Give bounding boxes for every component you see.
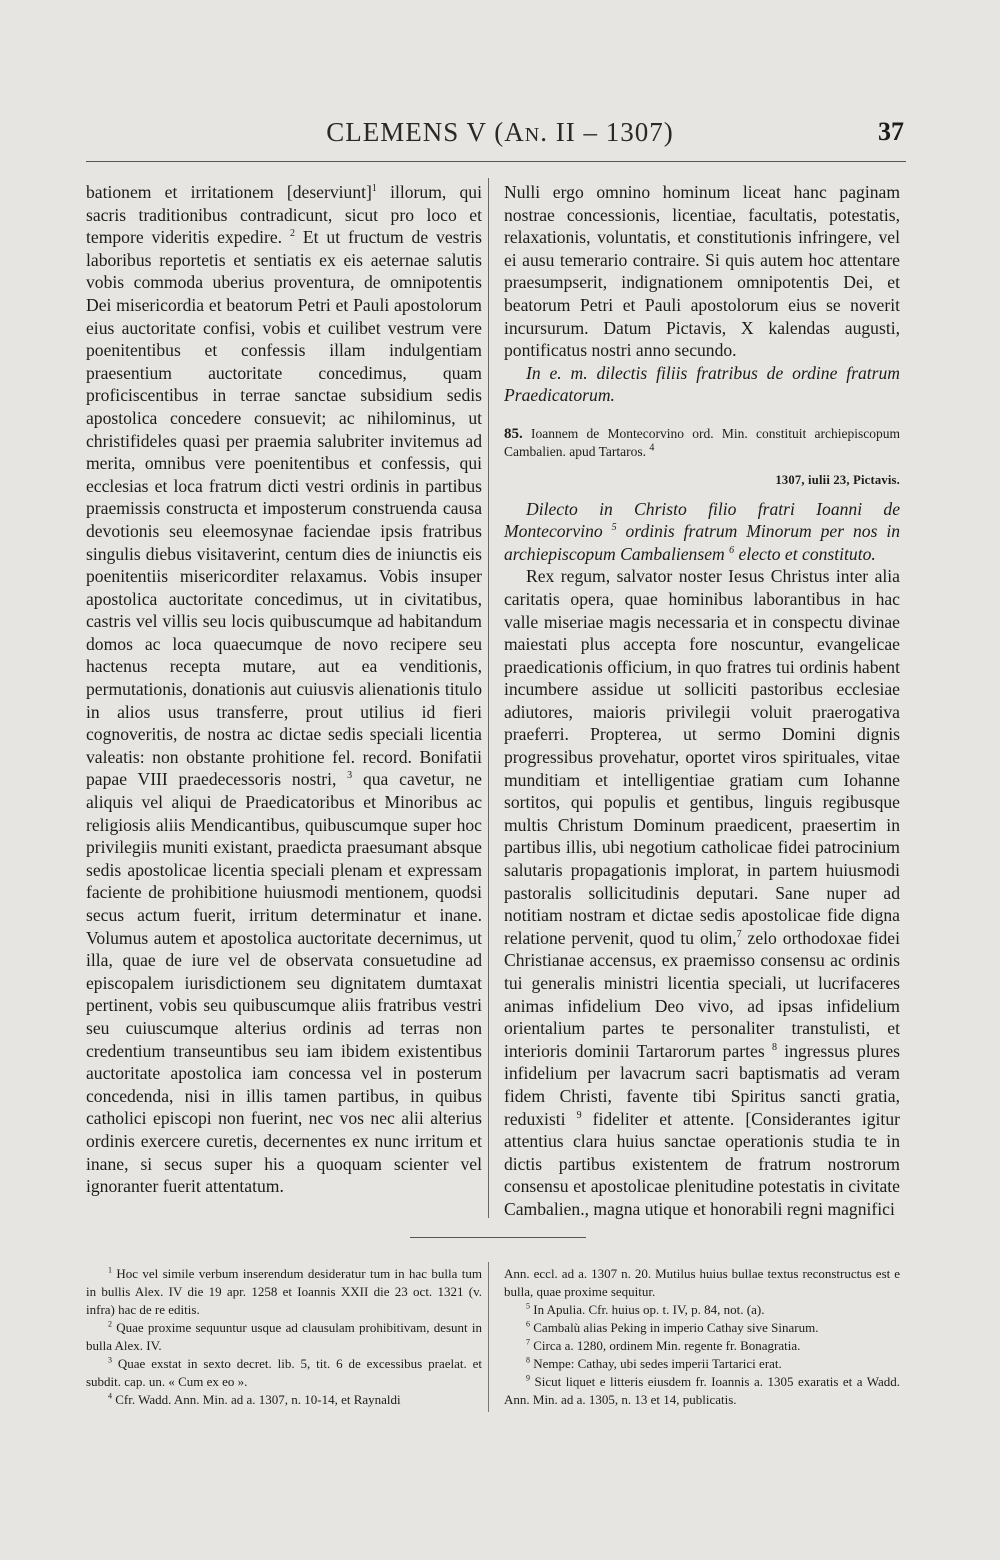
footnotes-right [504, 1265, 900, 1409]
footnote-ref: 1 [371, 183, 377, 195]
footnote: $^7$ Circa a. 1280, ordinem Min. regente fr. Bonagratia. [526, 1337, 801, 1353]
footnote: $^6$ Cambalù alias Peking in imperio Cathay sive Sinarum. [526, 1319, 819, 1335]
footnote: $^8$ Nempe: Cathay, ubi sedes imperii Tartarici erat. [526, 1355, 782, 1371]
column-divider [488, 178, 489, 1218]
right-column [504, 181, 900, 1221]
footnote-ref: 4 [649, 442, 655, 454]
header-rule [86, 161, 906, 162]
closing-paragraph: Nulli ergo omnino hominum liceat hanc paginam nostrae concessionis, licentiae, facultatis, potestatis, relaxationis, voluntatis, et constitutionis infringere, vel ei ausu temerario contraire. Si quis autem hoc attentare praesumpserit, indignationem omnipotentis Dei, et beatorum Petri et Pauli apostolorum eius se noverit incursurum. Datum Pictavis, X kalendas augusti, pontificatus nostri anno secundo. [504, 182, 900, 361]
footnote-ref: 5 [611, 522, 617, 534]
bull-body: Rex regum, salvator noster Iesus Christus inter alia caritatis opera, quae hominibus laborantibus in hac valle miseriae magis necessaria et in conspectu divinae maiestati plus accepta fore noscuntur, evangelicae praedicationis officium, in quo fratres tui ordinis habent incumbere assidue ut solliciti pastoribus ecclesiae adiutores, maioris privilegii voluit praerogativa praeferri. Propterea, ut sermo Domini dignis progressibus provehatur, oportet viros spirituales, vitae munditiam et intelligentiae gratiam cum Iohanne sortitos, qui populis et gentibus, linguis regibusque multis Christum Dominum praedicent, praesertim in partibus illis, ubi negotium catholicae fidei patrocinium salutaris propagationis implorat, in partem huiusmodi pastoralis sollicitudinis deputari. Sane nuper ad notitiam nostram et dictae sedis apostolicae fide digna relatione pervenit, quod tu olim,$^7$ zelo orthodoxae fidei Christianae accensus, ex praemisso consensu ac ordinis tui generalis ministri licentia speciali, ut lucrifaceres animas infidelium Deo vivo, ad ipsas infidelium orientalium partes te personaliter transtulisti, et interioris dominii Tartarorum partes $^8$ ingressus plures infidelium per lavacrum sacri baptismatis ad veram fidem Christi, favente tibi Spiritus sancti gratia, reduxisti $^9$ fideliter et attente. [Considerantes igitur attentius clara huius sanctae operationis studia te in dictis partibus existentem de fratrum nostrorum consensu et apostolicae plenitudine potestatis in civitate Cambalien., magna utique et honorabili regni magnifici [504, 566, 900, 1219]
footnote-ref: 9 [576, 1109, 582, 1121]
footnote: $^5$ In Apulia. Cfr. huius op. t. IV, p. 84, not. (a). [526, 1301, 765, 1317]
footnote-rule [410, 1237, 586, 1238]
footnote: $^3$ Quae exstat in sexto decret. lib. 5, tit. 6 de excessibus praelat. et subdit. cap. un. « Cum ex eo ». [86, 1355, 482, 1389]
footnote-ref: 8 [771, 1041, 777, 1053]
footnote-ref: 3 [347, 770, 353, 782]
address-line: Dilecto in Christo filio fratri Ioanni de Montecorvino $^5$ ordinis fratrum Minorum per nos in archiepiscopum Cambaliensem $^6$ electo et constituto. [504, 498, 901, 564]
footnote-continuation: Ann. eccl. ad a. 1307 n. 20. Mutilus huius bullae textus reconstructus est e bulla, quae proxime sequitur. [504, 1266, 900, 1299]
entry-number: 85. [504, 425, 523, 442]
footnote: $^4$ Cfr. Wadd. Ann. Min. ad a. 1307, n. 10-14, et Raynaldi [108, 1391, 401, 1407]
footnote-divider [488, 1262, 489, 1412]
left-column-text: bationem et irritationem [deserviunt]$^1$ illorum, qui sacris traditionibus contradicunt, sicut pro loco et tempore videritis expedire. $^2$ Et ut fructum de vestris laboribus reportetis et sentiatis ex eis aeternae salutis vobis commoda uberius proventura, de omnipotentis Dei misericordia et beatorum Petri et Pauli apostolorum eius auctoritate confisi, vobis et cuilibet vestrum vere poenitentibus et confessis illam indulgentiam praesentium auctoritate concedimus, quam proficiscentibus in terrae sanctae subsidium sedis apostolica concedere consuevit; ac nihilominus, ut christifideles quasi per praemia salubriter invitemus ad merita, omnibus vere poenitentibus et confessis, qui ecclesias et loca fratrum dicti vestri ordinis in partibus praemissis constructa et imposterum construenda causa devotionis seu eleemosynae faciendae ipsis fratribus singulis diebus visitaverint, centum dies de iniunctis eis poenitentiis misericorditer relaxamus. Vobis insuper apostolica auctoritate concedimus, ut in civitatibus, castris vel villis seu locis quibuscumque ad habitandum domos ac loca quaecumque de novo recipere seu hactenus recepta mutare, aut ea venditionis, permutationis, donationis aut cuiusvis alienationis titulo in alios usus transferre, prout utilius id fieri cognoveritis, de nostra ac dictae sedis speciali licentia valeatis: non obstante prohitione fel. record. Bonifatii papae VIII praedecessoris nostri, $^3$ qua cavetur, ne aliquis vel aliqui de Praedicatoribus et Minoribus ac religiosis aliis Mendicantibus, quibuscumque super hoc privilegiis muniti existant, praedicta praesumant absque sedis apostolicae licentia speciali plenam et expressam faciente de prohibitione huiusmodi mentionem, quodsi secus actum fuerit, irritum determinatur et inane. Volumus autem et apostolica auctoritate decernimus, ut illa, quae de iure vel de observata consuetudine ad episcopalem iurisdictionem seu dignitatem dumtaxat pertinent, vobis seu quibuscumque aliis fratribus vestri seu cuiuscumque alterius ordinis ad terras non credentium transeuntibus seu iam ibidem existentibus auctoritate apostolica iam concessa vel in posterum concedenda, nisi in illis tamen partibus, in quibus catholici episcopi non fuerint, nec vos nec alii alterius ordinis exercere curetis, decernentes ex nunc irritum et inane, si secus super his a quoquam scienter vel ignoranter fuerit attentatum. [86, 182, 482, 1197]
footnote: $^1$ Hoc vel simile verbum inserendum desideratur tum in hac bulla tum in bullis Alex. IV die 19 apr. 1258 et Ioannis XXII die 23 oct. 1321 (v. infra) hac de re editis. [86, 1265, 482, 1317]
running-title: CLEMENS V (AN. II – 1307) [326, 117, 674, 147]
left-column [86, 181, 482, 1198]
footnotes-left [86, 1265, 482, 1409]
footnote-ref: 6 [729, 544, 735, 556]
page-number: 37 [878, 117, 904, 146]
entry-header [504, 425, 900, 461]
footnote-ref: 2 [289, 228, 295, 240]
running-header [0, 117, 1000, 157]
footnote-ref: 7 [736, 928, 742, 940]
footnote: $^9$ Sicut liquet e litteris eiusdem fr. Ioannis a. 1305 exaratis et a Wadd. Ann. Min. ad a. 1305, n. 13 et 14, publicatis. [504, 1373, 900, 1407]
entry-date: 1307, iulii 23, Pictavis. [775, 472, 900, 487]
footnote: $^2$ Quae proxime sequuntur usque ad clausulam prohibitivam, desunt in bulla Alex. IV. [86, 1319, 482, 1353]
entry-summary: Ioannem de Montecorvino ord. Min. constituit archiepiscopum Cambalien. apud Tartaros. [504, 425, 900, 459]
closing-note: In e. m. dilectis filiis fratribus de ordine fratrum Praedicatorum. [504, 362, 900, 406]
